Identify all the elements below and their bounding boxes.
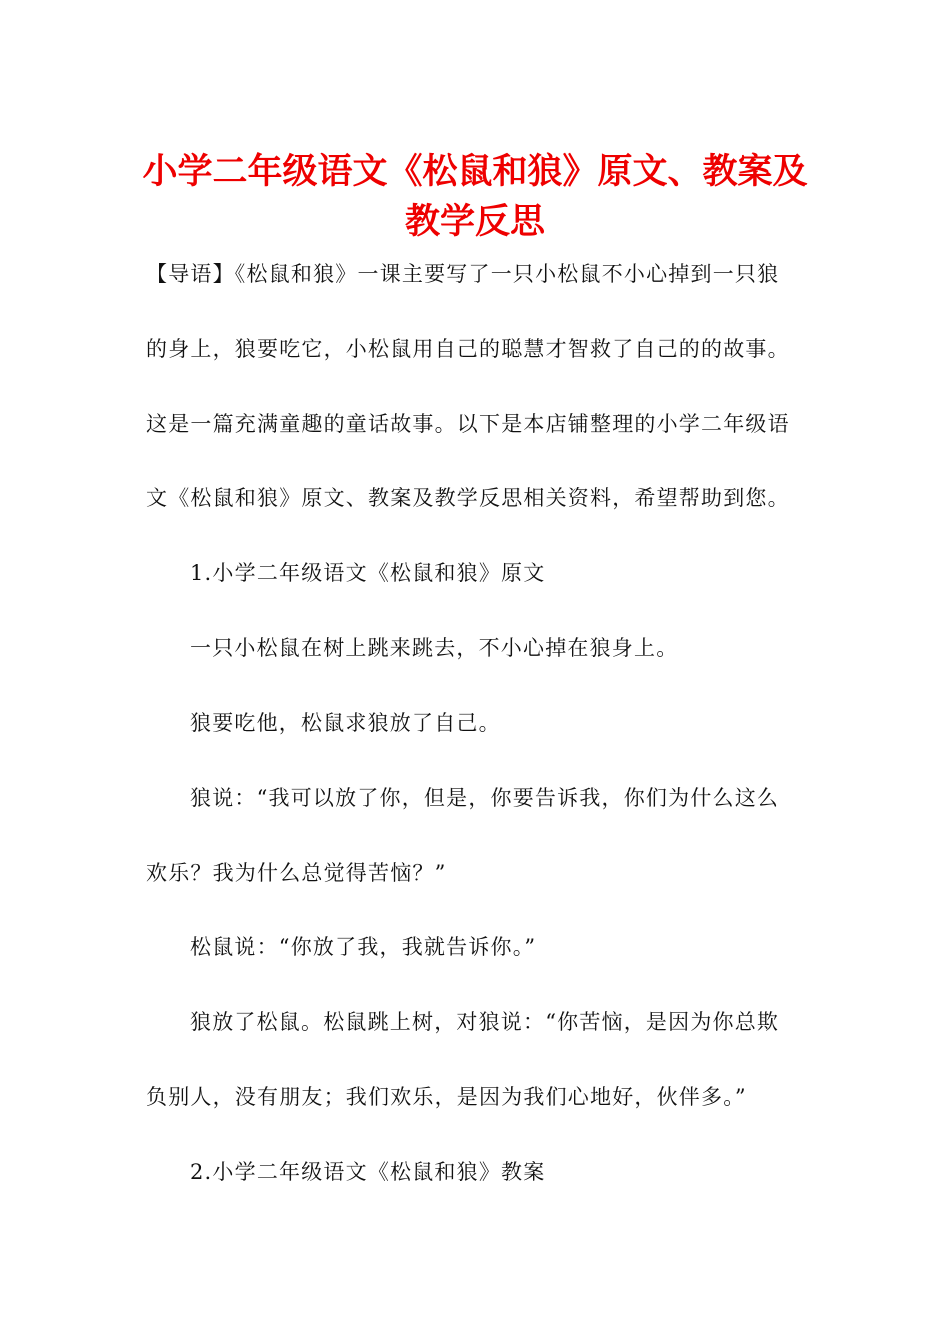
intro-paragraph-line: 的身上，狼要吃它，小松鼠用自己的聪慧才智救了自己的的故事。 bbox=[146, 337, 790, 361]
document-title-line-1: 小学二年级语文《松鼠和狼》原文、教案及 bbox=[142, 152, 808, 192]
body-paragraph-line: 负别人，没有朋友；我们欢乐，是因为我们心地好，伙伴多。” bbox=[146, 1085, 747, 1109]
body-paragraph-line: 欢乐？我为什么总觉得苦恼？” bbox=[146, 861, 447, 885]
body-paragraph-line: 狼放了松鼠。松鼠跳上树，对狼说：“你苦恼，是因为你总欺 bbox=[190, 1010, 780, 1034]
section-heading: 1.小学二年级语文《松鼠和狼》原文 bbox=[190, 561, 546, 585]
intro-paragraph-line: 文《松鼠和狼》原文、教案及教学反思相关资料，希望帮助到您。 bbox=[146, 486, 790, 510]
intro-paragraph-line: 【导语】《松鼠和狼》一课主要写了一只小松鼠不小心掉到一只狼 bbox=[146, 262, 780, 286]
intro-paragraph-line: 这是一篇充满童趣的童话故事。以下是本店铺整理的小学二年级语 bbox=[146, 412, 790, 436]
body-paragraph-line: 狼要吃他，松鼠求狼放了自己。 bbox=[190, 711, 501, 735]
body-paragraph-line: 狼说：“我可以放了你，但是，你要告诉我，你们为什么这么 bbox=[190, 786, 780, 810]
document-title-line-2: 教学反思 bbox=[404, 202, 545, 242]
body-paragraph-line: 一只小松鼠在树上跳来跳去，不小心掉在狼身上。 bbox=[190, 636, 679, 660]
body-paragraph-line: 松鼠说：“你放了我，我就告诉你。” bbox=[190, 935, 537, 959]
section-heading: 2.小学二年级语文《松鼠和狼》教案 bbox=[190, 1160, 546, 1184]
